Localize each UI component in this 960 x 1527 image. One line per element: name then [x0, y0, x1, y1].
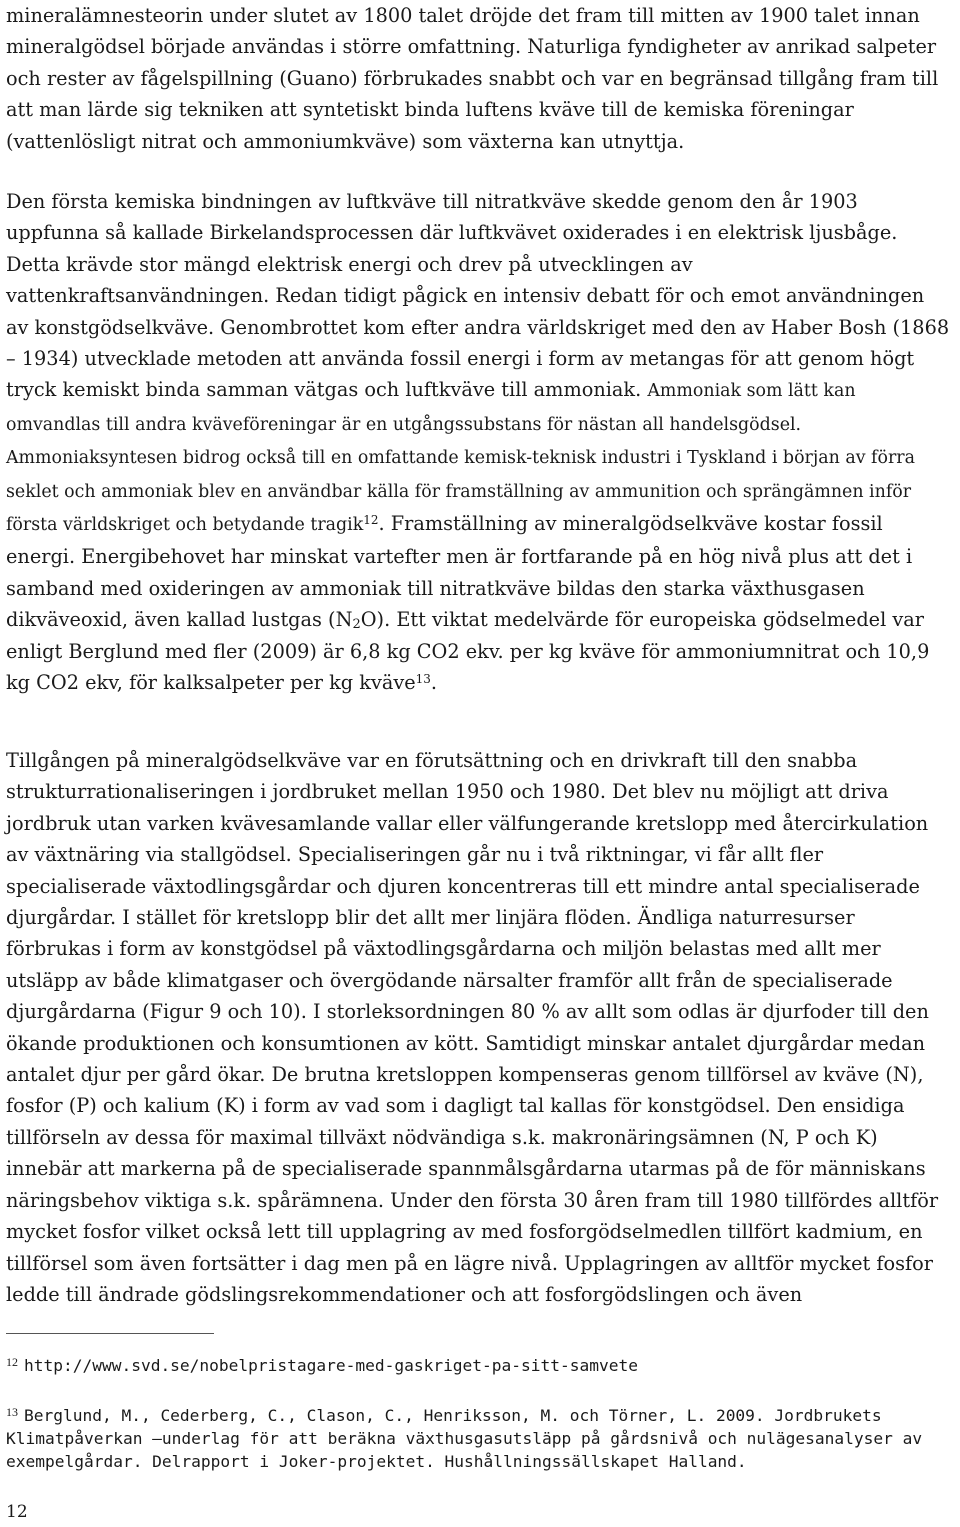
footnote-reference-13[interactable]: 13	[415, 672, 431, 687]
footnote-link[interactable]: http://www.svd.se/nobelpristagare-med-gaskriget-pa-sitt-samvete	[24, 1356, 638, 1375]
footnote-12	[6, 1351, 950, 1377]
paragraph-text: O). Ett viktat medelvärde för europeiska gödselmedel var enligt Berglund med fler (2009) är 6,8 kg CO2 ekv. per kg kväve för ammoniumnitrat och 10,9 kg CO2 ekv, för kalksalpeter per kg kväve	[6, 608, 930, 695]
footnote-number: 13	[6, 1405, 18, 1419]
paragraph-text: Den första kemiska bindningen av luftkväve till nitratkväve skedde genom den år 1903 uppfunna så kallade Birkelandsprocessen där luftkvävet oxiderades i en elektrisk ljusbåge. Detta krävde stor mängd elektrisk energi och drev på utvecklingen av vattenkraftsanvändningen. Redan tidigt pågick en intensiv debatt för och emot användningen av konstgödselkväve. Genombrottet kom efter andra världskriget med den av Haber Bosh (1868 – 1934) utvecklade metoden att använda fossil energi i form av metangas för att genom högt tryck kemiskt binda samman vätgas och luftkväve till ammoniak.	[6, 190, 950, 402]
paragraph-structural-rationalisation: Tillgången på mineralgödselkväve var en förutsättning och en drivkraft till den snabba strukturrationaliseringen i jordbruket mellan 1950 och 1980. Det blev nu möjligt att driva jordbruk utan varken kvävesamlande vallar eller välfungerande kretslopp med återcirkulation av växtnäring via stallgödsel. Specialiseringen går nu i två riktningar, vi får allt fler specialiserade växtodlingsgårdar och djuren koncentreras till ett mindre antal specialiserade djurgårdar. I stället för kretslopp blir det allt mer linjära flöden. Ändliga naturresurser förbrukas i form av konstgödsel på växtodlingsgårdarna och miljön belastas med allt mer utsläpp av både klimatgaser och övergödande närsalter framför allt från de specialiserade djurgårdarna (Figur 9 och 10). I storleksordningen 80 % av allt som odlas är djurfoder till den ökande produktionen och konsumtionen av kött. Samtidigt minskar antalet djurgårdar medan antalet djur per gård ökar. De brutna kretsloppen kompenseras genom tillförsel av kväve (N), fosfor (P) och kalium (K) i form av vad som i dagligt tal kallas för konstgödsel. Den ensidiga tillförseln av dessa för maximal tillväxt nödvändiga s.k. makronäringsämnen (N, P och K) innebär att markerna på de specialiserade spannmålsgårdarna utarmas på de för människans näringsbehov viktiga s.k. spårämnena. Under den första 30 åren fram till 1980 tillfördes alltför mycket fosfor vilket också lett till upplagring av med fosforgödselmedlen tillfört kadmium, en tillförsel som även fortsätter i dag men på en lägre nivå. Upplagringen av alltför mycket fosfor ledde till ändrade gödslingsrekommendationer och att fosforgödslingen och även	[6, 749, 939, 1306]
footnote-divider	[6, 1333, 214, 1334]
paragraph-mineral-history: mineralämnesteorin under slutet av 1800 talet dröjde det fram till mitten av 1900 talet innan mineralgödsel började användas i större omfattning. Naturliga fyndigheter av anrikad salpeter och rester av fågelspillning (Guano) förbrukades snabbt och var en begränsad tillgång fram till att man lärde sig tekniken att syntetiskt binda luftens kväve till de kemiska föreningar (vattenlösligt nitrat och ammoniumkväve) som växterna kan utnyttja.	[6, 4, 939, 153]
subscript: 2	[352, 617, 361, 633]
footnote-text: Berglund, M., Cederberg, C., Clason, C., Henriksson, M. och Törner, L. 2009. Jordbrukets Klimatpåverkan –underlag för att beräkna växthusgasutsläpp på gårdsnivå och nulägesanalyser av exempelgårdar. Delrapport i Joker-projektet. Hushållningssällskapet Halland.	[6, 1406, 923, 1471]
paragraph-text: Ammoniak som lätt kan omvandlas till andra kväveföreningar är en utgångssubstans för nästan all handelsgödsel. Ammoniaksyntesen bidrog också till en omfattande kemisk-teknisk industri i Tyskland i början av förra seklet och ammoniak blev en användbar källa för framställning av ammunition och sprängämnen inför första världskriget och betydande tragik	[6, 381, 915, 536]
paragraph-text: .	[430, 671, 438, 695]
paragraph-text: . Framställning av mineralgödselkväve kostar fossil energi. Energibehovet har minskat vartefter men är fortfarande på en hög nivå plus att det i samband med oxideringen av ammoniak till nitratkväve bildas den starka växthusgasen dikväveoxid, även kallad lustgas (N	[6, 512, 913, 632]
footnote-13	[6, 1401, 950, 1473]
page-number: 12	[6, 1502, 28, 1522]
paragraph-nitrogen-fixation	[6, 186, 950, 699]
footnote-number: 12	[6, 1355, 18, 1369]
footnote-reference-12[interactable]: 12	[363, 513, 379, 528]
